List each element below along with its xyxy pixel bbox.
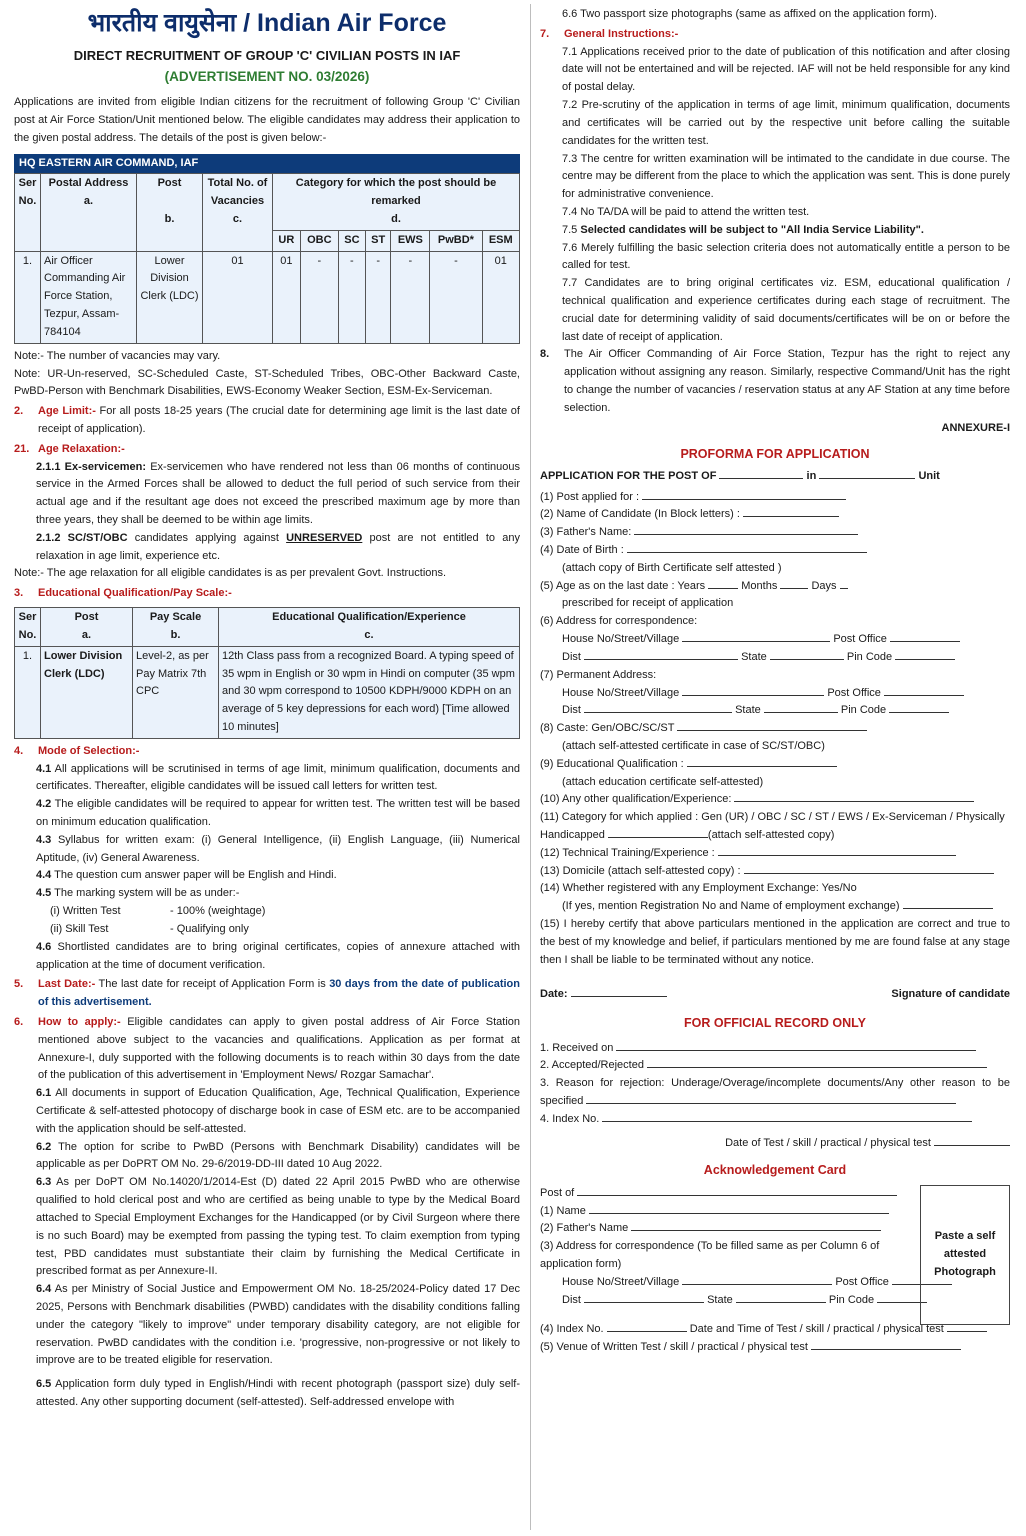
field-age[interactable]: (5) Age as on the last date : Years Months Days (540, 578, 1010, 596)
signature-row: Date: Signature of candidate (540, 986, 1010, 1004)
field-test-date[interactable]: Date of Test / skill / practical / physical test (540, 1135, 1010, 1153)
photo-box: Paste a self attested Photograph (920, 1185, 1010, 1325)
marks-row: (i) Written Test - 100% (weightage) (50, 905, 266, 918)
cell-total: 01 (203, 251, 273, 343)
annexure-label: ANNEXURE-I (941, 421, 1010, 434)
column-divider (530, 4, 531, 1530)
application-post-line: APPLICATION FOR THE POST OF in Unit (540, 469, 940, 482)
ack-venue[interactable]: (5) Venue of Written Test / skill / practical / physical test (540, 1339, 1010, 1357)
field-dob[interactable]: (4) Date of Birth : (540, 542, 1010, 560)
section-last-date: 5. Last Date:- The last date for receipt of Application Form is 30 days from the date of publication of this advertisement. (14, 978, 520, 1009)
note-abbreviations: Note: UR-Un-reserved, SC-Scheduled Caste, ST-Scheduled Tribes, OBC-Other Backward Caste, PwBD-Person with Benchmark Disabilities, EWS-Economy Weaker Section, ESM-Ex-Serviceman. (14, 367, 520, 398)
cell-address: Air Officer Commanding Air Force Station, Tezpur, Assam-784104 (41, 251, 137, 343)
age-relaxation-heading: Age Relaxation:- (38, 442, 125, 455)
th-total: Total No. of Vacancies c. (203, 174, 273, 251)
th-cat: ST (365, 230, 391, 251)
th-cat: PwBD* (430, 230, 482, 251)
official-record-heading: FOR OFFICIAL RECORD ONLY (684, 1016, 866, 1031)
table-row: 1. Lower Division Clerk (LDC) Level-2, as per Pay Matrix 7th CPC 12th Class pass from a recognized Board. A typing speed of 35 wpm in English or 30 wpm in Hindi on computer (35 wpm and 30 wpm correspond to 10500 KDPH/9000 KDPH on an average of 5 key depressions for each word) [Time allowed 10 minutes] (15, 646, 520, 738)
ack-house[interactable]: House No/Street/Village Post Office (540, 1274, 1010, 1292)
cell-cat: - (391, 251, 430, 343)
education-table: Ser No. Post a. Pay Scale b. Educational Qualification/Experience c. 1. Lower Division Clerk (LDC) Level-2, as per Pay Matrix 7th CPC 12th Class pass from a recognized Board. A typing speed of 35 wpm in English or 30 wpm in Hindi on computer (35 wpm and 30 wpm correspond to 10500 KDPH/9000 KDPH on an average of 5 key depressions for each word) [Time allowed 10 minutes] (14, 607, 520, 739)
field-index-no[interactable]: 4. Index No. (540, 1111, 1010, 1129)
ack-index[interactable]: (4) Index No. Date and Time of Test / skill / practical / physical test (540, 1321, 1010, 1339)
field-post-applied[interactable]: (1) Post applied for : (540, 489, 1010, 507)
age-limit-heading: Age Limit:- (38, 405, 96, 418)
note-age-relaxation: Note:- The age relaxation for all eligible candidates is as per prevalent Govt. Instructions. (14, 567, 447, 580)
cell-cat: 01 (482, 251, 519, 343)
field-domicile[interactable]: (13) Domicile (attach self-attested copy) : (540, 863, 1010, 881)
intro-paragraph: Applications are invited from eligible Indian citizens for the recruitment of following Group 'C' Civilian post at Air Force Station/Unit mentioned below. The eligible candidates may address their application to the given postal address. The details of the post is given below:- (14, 96, 520, 144)
th-cat: SC (338, 230, 365, 251)
field-rejection-reason[interactable]: 3. Reason for rejection: Underage/Overage/incomplete documents/Any other reason to be specified (540, 1077, 1010, 1107)
field-education[interactable]: (9) Educational Qualification : (540, 756, 1010, 774)
cell-cat: - (300, 251, 338, 343)
ack-father-name[interactable]: (2) Father's Name (540, 1220, 1010, 1238)
field-perm-house[interactable]: House No/Street/Village Post Office (540, 685, 1010, 703)
field-father-name[interactable]: (3) Father's Name: (540, 524, 1010, 542)
left-column: भारतीय वायुसेना / Indian Air Force DIRECT RECRUITMENT OF GROUP 'C' CIVILIAN POSTS IN IAF (ADVERTISEMENT NO. 03/2026) Applications are invited from eligible Indian citizens for the recruitment of following Group 'C' Civilian post at Air Force Station/Unit mentioned below. The eligible candidates may address their application to the given postal address. The details of the post is given below:- HQ EASTERN AIR COMMAND, IAF Ser No. Postal Address a. Post b. Total No. of Vacancies c. Category for which the post should be remarked d. UR OBC SC ST EWS PwBD* ESM 1. Air Officer Commanding Air Force Station, Tezpur, Assam-784104 Lower Division Clerk (LDC) 01 01 - - - - - 01 Note:- The number of vacancies may vary. Note: UR-Un-reserved, SC-Scheduled Caste, ST-Scheduled Tribes, OBC-Other Backward Caste, PwBD-Person with Benchmark Disabilities, EWS-Economy Weaker Section, ESM-Ex-Serviceman. 2. Age Limit:- For all posts 18-25 years (The crucial date for determining age limit is the last date of receipt of application). 21. Age Relaxation:- 2.1.1 Ex-servicemen: Ex-servicemen who have rendered not less than 06 months of continuous service in the Armed Forces shall be allowed to deduct the full period of such service from their actual age and if the resultant age does not exceed the prescribed maximum age by more than three years, they shall be deemed to be within age limits. 2.1.2 SC/ST/OBC candidates applying against UNRESERVED post are not entitled to any relaxation in age limit, experience etc. Note:- The age relaxation for all eligible candidates is as per prevalent Govt. Instructions. 3. Educational Qualification/Pay Scale:- Ser No. Post a. Pay Scale b. Educational Qualification/Experience c. 1. Lower Division Clerk (LDC) Level-2, as per Pay Matrix 7th CPC 12th Class pass from a recognized Board. A typing speed of 35 wpm in English or 30 wpm in Hindi on computer (35 wpm and 30 wpm correspond to 10500 KDPH/9000 KDPH on an average of 5 key depressions for each word) [Time allowed 10 minutes] 4. Mode of Selection:- 4.1 All applications will be scrutinised in terms of age limit, minimum qualification, documents and certificates. Thereafter, eligible candidates will be issued call letters for written test. 4.2 The eligible candidates will be required to appear for written test. The written test will be based on minimum education qualification. 4.3 Syllabus for written exam: (i) General Intelligence, (ii) English Language, (iii) Numerical Aptitude, (iv) General Awareness. 4.4 The question cum answer paper will be English and Hindi. 4.5 The marking system will be as under:- (i) Written Test - 100% (weightage) (ii) Skill Test - Qualifying only 4.6 Shortlisted candidates are to bring original certificates, copies of annexure attached with application at the time of document verification. 5. Last Date:- The last date for receipt of Application Form is 30 days from the date of publication of this advertisement. 6. How to apply:- Eligible candidates can apply to given postal address of Air Force Station mentioned above subject to the vacancies and qualifications. Application as per format at Annexure-I, duly supported with the following documents is to reach within 30 days from the date of the publication of this advertisement in 'Employment News/ Rozgar Samachar'. 6.1 All documents in support of Education Qualification, Age, Technical Qualification, Experience Certificate & self-attested photocopy of discharge book in case of ESM etc. are to be accompanied with the application should be self-attested. 6.2 The option for scribe to PwBD (Persons with Benchmark Disability) candidates will be applicable as per DoPRT OM No. 29-6/2019-DD-III dated 10 Aug 2022. 6.3 As per DoPT OM No.14020/1/2014-Est (D) dated 22 April 2015 PwBD who are otherwise qualified to hold clerical post and who are certified as being unable to type by the Medical Board attached to Special Employment Exchanges for the Handicapped (or by Civil Surgeon where there is no such Board) may be exempted from passing the typing test. To claim exemption from typing test, PBD candidates must substantiate their claim by furnishing the Medical Certificate in prescribed format as per Annexure-II. 6.4 As per Ministry of Social Justice and Empowerment OM No. 18-25/2024-Policy dated 17 Dec 2025, Persons with Benchmark disabilities (PWBD) candidates with the disability conditions falling under the category "likely to improve" under temporary disability category, are not eligible for reservation. PwBD candidates with the condition i.e. 'progressive, non-progressive or not likely to improve are to be treated eligible for reservation. 6.5 Application form duly typed in English/Hindi with recent photograph (passport size) duly self-attested. Any other supporting document (self-attested). Self-addressed envelope with (14, 9, 521, 1409)
field-caste[interactable]: (8) Caste: Gen/OBC/SC/ST (540, 720, 1010, 738)
cell-cat: 01 (273, 251, 301, 343)
command-heading: HQ EASTERN AIR COMMAND, IAF (14, 154, 520, 174)
acknowledgement-heading: Acknowledgement Card (703, 1163, 847, 1178)
section-how-to-apply: 6. How to apply:- Eligible candidates can apply to given postal address of Air Force Station mentioned above subject to the vacancies and qualifications. Application as per format at Annexure-I, duly supported with the following documents is to reach within 30 days from the date of the publication of this advertisement in 'Employment News/ Rozgar Samachar'. (14, 1015, 520, 1082)
field-technical-training[interactable]: (12) Technical Training/Experience : (540, 845, 1010, 863)
cell-cat: - (338, 251, 365, 343)
mode-heading: Mode of Selection:- (38, 744, 140, 757)
vacancy-table (14, 173, 520, 343)
th-cat: ESM (482, 230, 519, 251)
section-mode-of-selection: 4. Mode of Selection:- (14, 743, 520, 761)
page-title: भारतीय वायुसेना / Indian Air Force (87, 9, 447, 37)
cell-post: Lower Division Clerk (LDC) (137, 251, 203, 343)
field-address-dist[interactable]: Dist State Pin Code (540, 649, 1010, 667)
declaration: (15) I hereby certify that above particulars mentioned in the application are correct and true to the best of my knowledge and belief, if particulars mentioned by me are found false at any stage then I shall be liable to be terminated without any notice. (540, 918, 1010, 966)
field-address-house[interactable]: House No/Street/Village Post Office (540, 631, 1010, 649)
th-cat: EWS (391, 230, 430, 251)
field-other-qualification[interactable]: (10) Any other qualification/Experience: (540, 791, 1010, 809)
section-age-limit: 2. Age Limit:- For all posts 18-25 years (The crucial date for determining age limit is the last date of receipt of application). (14, 405, 520, 435)
th-ser: Ser No. (15, 174, 41, 251)
cell-ser: 1. (15, 251, 41, 343)
field-employment-exchange[interactable]: (14) Whether registered with any Employment Exchange: Yes/No (540, 882, 857, 895)
section-age-relaxation: 21. Age Relaxation:- (14, 441, 520, 459)
th-postal: Postal Address a. (41, 174, 137, 251)
right-column: 6.6 Two passport size photographs (same as affixed on the application form). 7. General Instructions:- 7.1 Applications received prior to the date of publication of this notification and after closing date will not be entertained and will be rejected. IAF will not be held responsible for any kind of postal delay. 7.2 Pre-scrutiny of the application in terms of age limit, minimum qualification, documents and certificates will be carried out by the respective unit before calling the suitable candidates for the written test. 7.3 The centre for written examination will be intimated to the candidate in due course. The centre may be different from the place to which the application was sent. This is done purely for administrative convenience. 7.4 No TA/DA will be paid to attend the written test. 7.5 Selected candidates will be subject to "All India Service Liability". 7.6 Merely fulfilling the basic selection criteria does not automatically entitle a person to be called for test. 7.7 Candidates are to bring original certificates viz. ESM, educational qualification / technical qualification and experience certificates during each stage of recruitment. The crucial date for determining validity of said documents/certificates will be on or before the last date of receipt of application. 8. The Air Officer Commanding of Air Force Station, Tezpur has the right to reject any application without assigning any reason. Similarly, respective Command/Unit has the right to change the number of vacancies / reservation status at any AF Station at any time before selection. ANNEXURE-I PROFORMA FOR APPLICATION APPLICATION FOR THE POST OF in Unit (1) Post applied for : (2) Name of Candidate (In Block letters) : (3) Father's Name: (4) Date of Birth : (attach copy of Birth Certificate self attested ) (5) Age as on the last date : Years Months Days prescribed for receipt of application (6) Address for correspondence: House No/Street/Village Post Office Dist State Pin Code (7) Permanent Address: House No/Street/Village Post Office Dist State Pin Code (8) Caste: Gen/OBC/SC/ST (attach self-attested certificate in case of SC/ST/OBC) (9) Educational Qualification : (attach education certificate self-attested) (10) Any other qualification/Experience: (11) Category for which applied : Gen (UR) / OBC / SC / ST / EWS / Ex-Serviceman / Physically Handicapped (attach self-attested copy) (12) Technical Training/Experience : (13) Domicile (attach self-attested copy) : (14) Whether registered with any Employment Exchange: Yes/No (If yes, mention Registration No and Name of employment exchange) (15) I hereby certify that above particulars mentioned in the application are correct and true to the best of my knowledge and belief, if particulars mentioned by me are found false at any stage then I shall be liable to be terminated without any notice. Date: Signature of candidate FOR OFFICIAL RECORD ONLY 1. Received on 2. Accepted/Rejected 3. Reason for rejection: Underage/Overage/incomplete documents/Any other reason to be specified 4. Index No. Date of Test / skill / practical / physical test Acknowledgement Card Paste a self attested Photograph Post of (1) Name (2) Father's Name (3) Address for correspondence (To be filled same as per Column 6 of application form) House No/Street/Village Post Office Dist State Pin Code (4) Index No. Date and Time of Test / skill / practical / physical test (5) Venue of Written Test / skill / practical / physical test (540, 6, 1010, 1357)
field-category[interactable]: (11) Category for which applied : Gen (UR) / OBC / SC / ST / EWS / Ex-Serviceman / Physically Handicapped (attach self-attested copy) (540, 811, 1005, 841)
advertisement-number: (ADVERTISEMENT NO. 03/2026) (164, 69, 370, 85)
signature-label: Signature of candidate (891, 987, 1010, 1000)
section-education: 3. Educational Qualification/Pay Scale:- (14, 585, 520, 603)
ack-address: (3) Address for correspondence (To be filled same as per Column 6 of application form) (540, 1240, 880, 1270)
section-general-instructions: 7. General Instructions:- (540, 27, 679, 40)
proforma-heading: PROFORMA FOR APPLICATION (680, 446, 870, 461)
ack-name[interactable]: (1) Name (540, 1203, 1010, 1221)
cell-cat: - (365, 251, 391, 343)
field-accepted-rejected[interactable]: 2. Accepted/Rejected (540, 1057, 1010, 1075)
official-record-fields (540, 1040, 1010, 1153)
item-6-6: 6.6 Two passport size photographs (same as affixed on the application form). (562, 8, 938, 20)
th-category: Category for which the post should be remarked d. (273, 174, 520, 230)
note-vacancies: Note:- The number of vacancies may vary. (14, 349, 221, 362)
field-received-on[interactable]: 1. Received on (540, 1040, 1010, 1058)
table-row (15, 251, 520, 343)
cell-cat: - (430, 251, 482, 343)
acknowledgement-card (540, 1185, 1010, 1357)
education-heading: Educational Qualification/Pay Scale:- (38, 587, 232, 600)
proforma-fields: (1) Post applied for : (2) Name of Candidate (In Block letters) : (3) Father's Name: (4) Date of Birth : (attach copy of Birth Certificate self attested ) (5) Age as on the last date : Years Months Days prescribed for receipt of application (6) Address for correspondence: House No/Street/Village Post Office Dist State Pin Code (7) Permanent Address: House No/Street/Village Post Office Dist State Pin Code (8) Caste: Gen/OBC/SC/ST (attach self-attested certificate in case of SC/ST/OBC) (9) Educational Qualification : (attach education certificate self-attested) (10) Any other qualification/Experience: (11) Category for which applied : Gen (UR) / OBC / SC / ST / EWS / Ex-Serviceman / Physically Handicapped (attach self-attested copy) (12) Technical Training/Experience : (13) Domicile (attach self-attested copy) : (14) Whether registered with any Employment Exchange: Yes/No (If yes, mention Registration No and Name of employment exchange) (15) I hereby certify that above particulars mentioned in the application are correct and true to the best of my knowledge and belief, if particulars mentioned by me are found false at any stage then I shall be liable to be terminated without any notice. (540, 489, 1010, 970)
th-post: Post b. (137, 174, 203, 251)
ack-post-of[interactable]: Post of (540, 1185, 1010, 1203)
ack-dist[interactable]: Dist State Pin Code (540, 1292, 1010, 1310)
subtitle: DIRECT RECRUITMENT OF GROUP 'C' CIVILIAN POSTS IN IAF (73, 48, 461, 64)
th-cat: OBC (300, 230, 338, 251)
th-cat: UR (273, 230, 301, 251)
marks-row: (ii) Skill Test - Qualifying only (50, 922, 249, 935)
field-candidate-name[interactable]: (2) Name of Candidate (In Block letters) : (540, 506, 1010, 524)
field-perm-dist[interactable]: Dist State Pin Code (540, 702, 1010, 720)
section-8: 8. The Air Officer Commanding of Air Force Station, Tezpur has the right to reject any application without assigning any reason. Similarly, respective Command/Unit has the right to change the number of vacancies / reservation status at any AF Station at any time before selection. (540, 348, 1010, 414)
